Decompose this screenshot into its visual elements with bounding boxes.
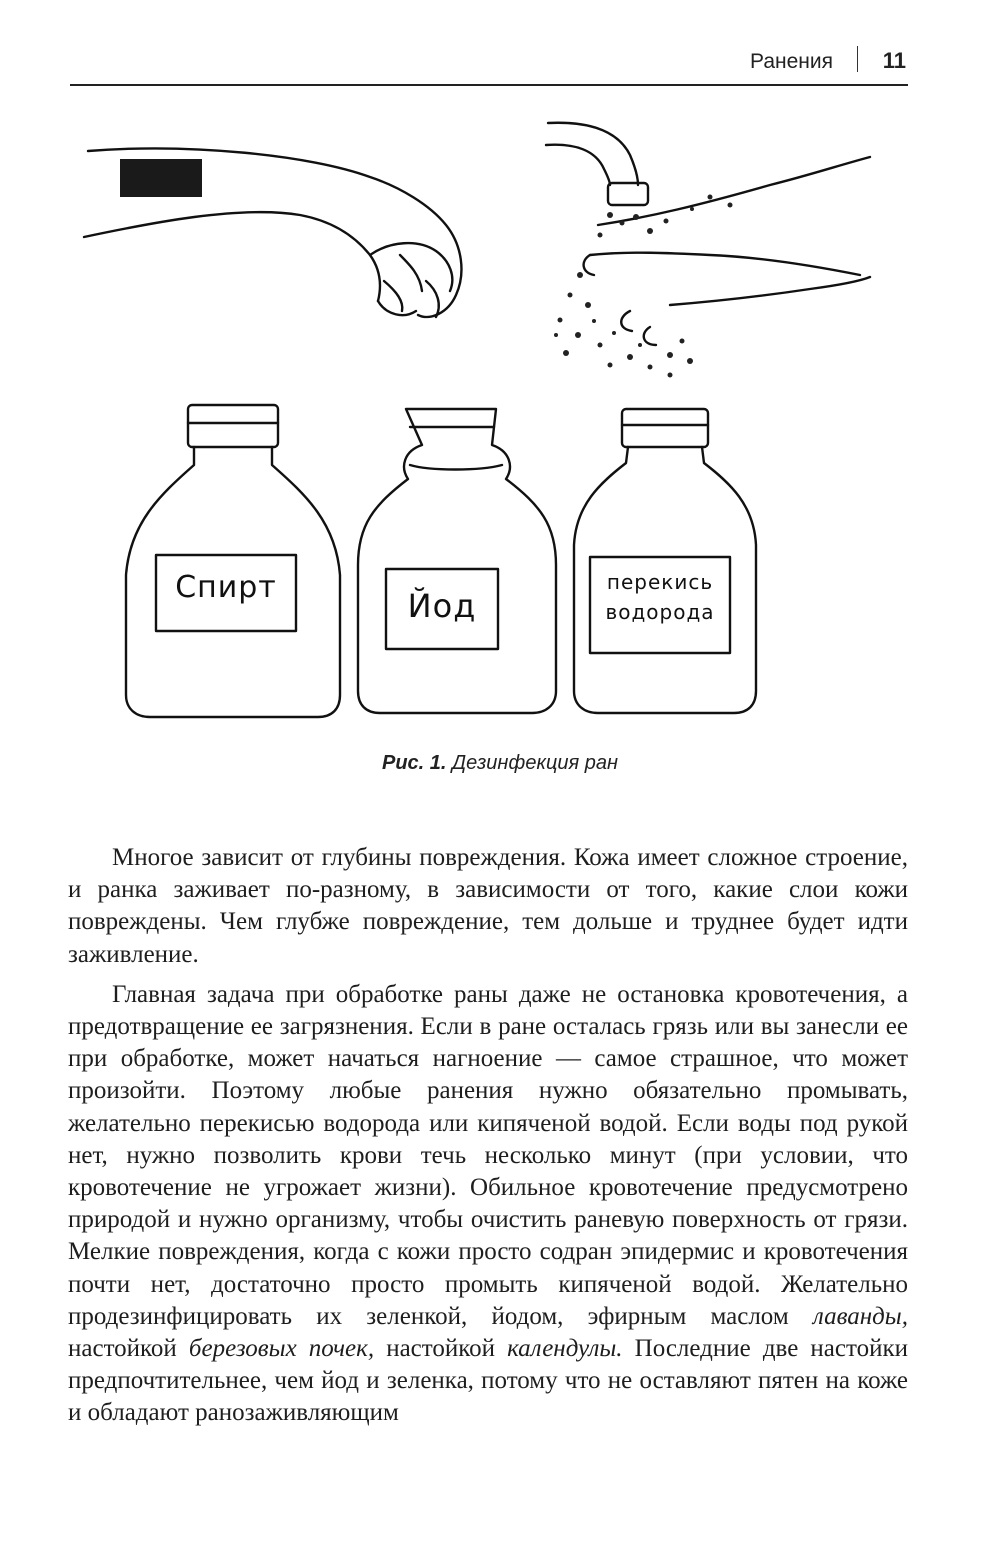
- header-separator: [857, 46, 858, 72]
- page-number: 11: [882, 48, 906, 73]
- bottle-label-line: перекись: [606, 570, 714, 594]
- bottle-label-line: водорода: [605, 600, 715, 624]
- text-run: Главная задача при обработке раны даже не остановка кровотечения, а предотвращение ее загрязнения. Если в ране осталась грязь или вы занесли ее при обработке, может начаться нагноение — самое страшное, что может произойти. Поэтому любые ранения нужно обязательно промывать, желательно перекисью водорода или кипяченой водой. Если воды под рукой нет, нужно позволить крови течь несколько минут (при условии, что кровотечение не угрожает жизни). Обильное кровотечение предусмотрено природой и нужно организму, чтобы очистить раневую поверхность от грязи. Мелкие повреждения, когда с кожи просто содран эпидермис и кровотечения почти нет, достаточно просто промыть кипяченой водой. Желательно продезинфицировать их зеленкой, йодом, эфирным маслом: [68, 980, 908, 1330]
- bottle-label-spirit: [156, 570, 296, 605]
- bottle-spirit: [126, 405, 340, 717]
- body-text: [68, 842, 908, 1430]
- paragraph: [68, 979, 908, 1430]
- italic-term: лаванды,: [812, 1302, 908, 1330]
- bottle-peroxide: [574, 409, 756, 713]
- bottle-label-iodine: [386, 587, 498, 625]
- hand-with-wound-illustration: [84, 149, 461, 317]
- text-run: Многое зависит от глубины повреждения. Кожа имеет сложное строение, и ранка заживает по-разному, в зависимости от того, какие слои кожи повреждены. Чем глубже повреждение, тем дольше и труднее будет идти заживление.: [68, 844, 908, 968]
- figure-drawing: [70, 105, 910, 725]
- bottle-label-peroxide: [590, 567, 730, 627]
- washing-hands-illustration: [546, 123, 870, 345]
- text-run: настойкой: [374, 1335, 508, 1363]
- figure-wound-disinfection: [70, 105, 910, 725]
- bottle-iodine: [358, 409, 556, 713]
- wound-mark-icon: [120, 159, 202, 197]
- caption-label: Рис. 1.: [381, 752, 447, 774]
- running-header: [70, 38, 908, 86]
- paragraph: [68, 842, 908, 971]
- italic-term: календулы.: [507, 1335, 623, 1363]
- figure-caption: [0, 752, 1000, 775]
- bottle-label-line: Спирт: [175, 570, 277, 605]
- section-title: Ранения: [750, 50, 833, 73]
- water-splash-texture: [554, 195, 733, 378]
- bottle-label-line: Йод: [407, 587, 477, 625]
- text-run: настойкой: [68, 1335, 189, 1363]
- italic-term: березовых почек,: [188, 1335, 375, 1363]
- text-run: Последние две настойки предпочтительнее, чем йод и зеленка, потому что не оставляют пятен на коже и обладают ранозаживляющим: [68, 1335, 908, 1427]
- caption-text: Дезинфекция ран: [452, 752, 618, 774]
